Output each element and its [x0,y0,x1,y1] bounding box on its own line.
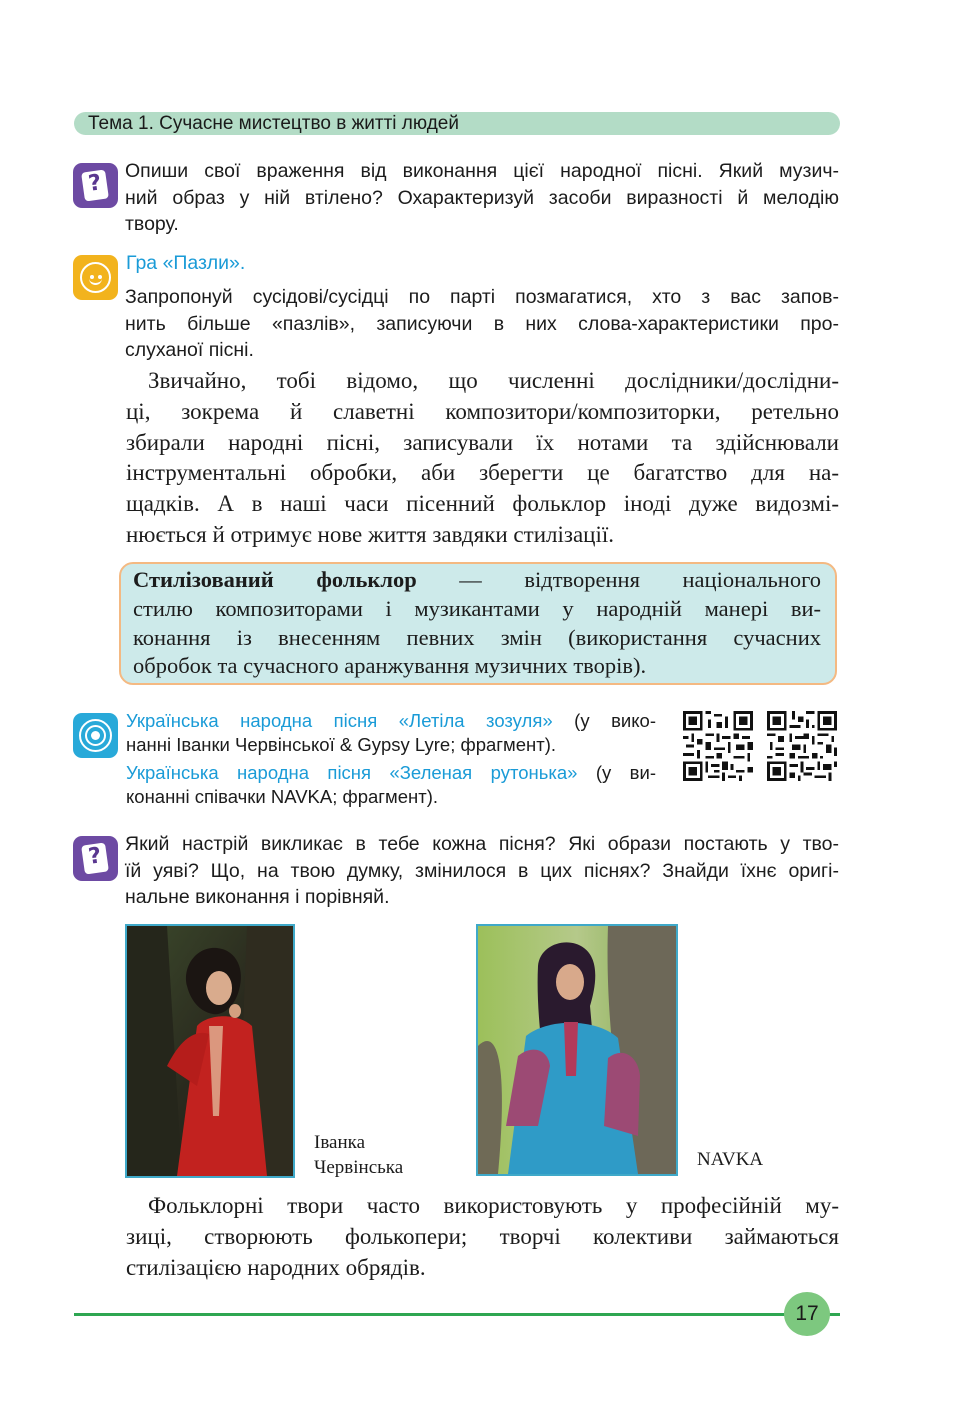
audio-song-2-line-2: конанні співачки NAVKA; фрагмент). [126,786,439,807]
definition-text [133,566,821,681]
audio-song-1-line-1 [126,709,656,733]
body-line: стилізацією народних обрядів. [126,1254,426,1280]
caption-navka: NAVKA [697,1149,764,1170]
game-line: слуханої пісні. [125,339,254,361]
definition-line [133,566,821,595]
definition-line: стилю композиторами і музикантами у народній манері ви- [133,595,821,621]
question-1-line: твору. [125,213,179,235]
topic-title: Тема 1. Сучасне мистецтво в житті людей [88,113,459,134]
body-line: нюється й отримує нове життя завдяки стилізації. [126,521,614,547]
caption-ivanka-line-1: Іванка [314,1132,366,1153]
question-2-text [125,831,839,911]
caption-ivanka-line-2: Червінська [314,1157,404,1178]
qr-code-2[interactable] [767,711,837,781]
body-line: Фольклорні твори часто використовують у професійній му- [148,1193,839,1218]
question-1-line: Опиши свої враження від виконання цієї народної пісні. Який музич- [125,160,839,182]
game-text [125,284,839,364]
smiley-icon [73,255,118,300]
caption-ivanka [314,1130,403,1180]
body-line: збирали народні пісні, записували їх нотами та здійснювали [126,429,839,455]
body-line: Звичайно, тобі відомо, що численні дослідники/дослідни- [148,368,839,393]
question-2-line: нальне виконання і порівняй. [125,886,390,908]
audio-song-2[interactable] [126,761,656,809]
question-1-line: ний образ у ній втілено? Охарактеризуй засоби виразності й мелодію [125,186,839,209]
body-line: щадків. А в наші часи пісенний фольклор іноді дуже видозмі- [126,491,839,517]
photo-ivanka-chervinska [125,924,295,1178]
audio-song-1-rest: (у вико- [552,710,656,731]
game-line: Запропонуй сусідові/сусідці по парті позмагатися, хто з вас запов- [125,286,839,308]
definition-line: конання із внесенням певних змін (використання сучасних [133,624,821,650]
audio-song-2-line-1 [126,761,656,785]
photo-navka [476,924,678,1176]
question-2-line: Який настрій викликає в тебе кожна пісня? Які образи постають у тво- [125,833,839,855]
definition-line-1-rest: — відтворення національного [416,567,821,592]
game-line: нить більше «пазлів», записуючи в них слова-характеристики про- [125,312,839,335]
definition-line: обробок та сучасного аранжування музичних творів). [133,653,647,679]
body-paragraph-2 [126,1191,839,1283]
body-line: ці, зокрема й славетні композитори/композиторки, ретельно [126,398,839,424]
footer-rule [74,1313,840,1316]
body-line: зиці, створюють фолькопери; творчі колективи займаються [126,1223,839,1249]
audio-disc-icon [73,713,118,758]
audio-song-2-title[interactable]: Українська народна пісня «Зеленая рутонька» [126,762,578,783]
qr-code-1[interactable] [683,711,753,781]
question-icon: ? [73,163,118,208]
question-2-line: їй уяві? Що, на твою думку, змінилося в цих піснях? Знайди їхнє оригі- [125,859,839,882]
body-line: інструментальні обробки, аби зберегти це багатство для на- [126,460,839,486]
body-paragraph-1 [126,366,839,551]
definition-term: Стилізований фольклор [133,567,417,592]
audio-song-2-rest: (у ви- [577,762,656,783]
game-title: Гра «Пазли». [126,252,246,274]
audio-song-1-line-2: нанні Іванки Червінської & Gypsy Lyre; фрагмент). [126,734,557,755]
question-1-text [125,158,839,238]
audio-song-1-title[interactable]: Українська народна пісня «Летіла зозуля» [126,710,553,731]
audio-song-1[interactable] [126,709,656,757]
question-icon: ? [73,836,118,881]
page-number: 17 [784,1292,830,1336]
